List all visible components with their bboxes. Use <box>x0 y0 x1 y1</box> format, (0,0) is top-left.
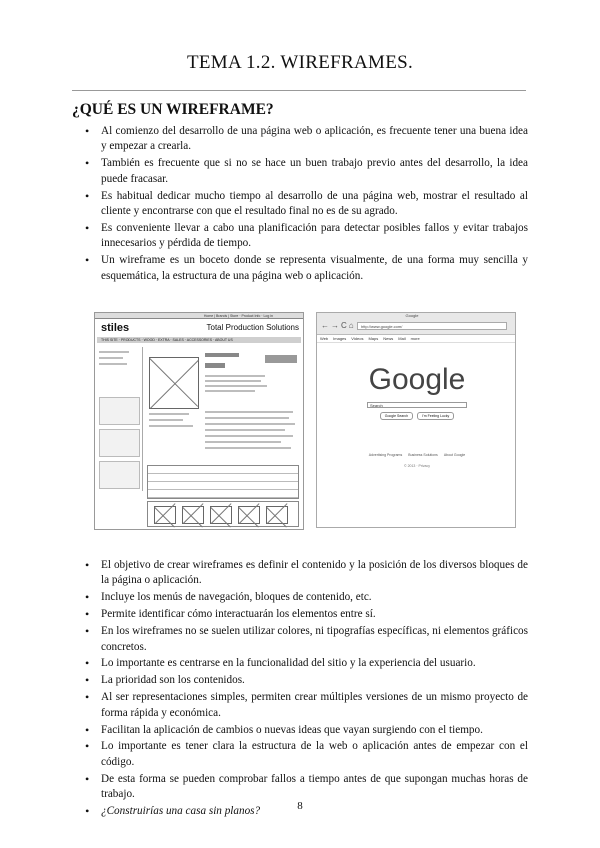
wireframe-sidebar <box>97 347 143 491</box>
bullet-list-intro <box>88 124 528 286</box>
list-item: • El objetivo de crear wireframes es definir el contenido y la posición de los diversos bloques de la página o aplicación. <box>88 558 528 589</box>
list-item: • Al ser representaciones simples, permiten crear múltiples versiones de un mismo proyecto de forma rápida y económica. <box>88 690 528 721</box>
list-item: • De esta forma se pueden comprobar fallos a tiempo antes de que supongan muchas horas de trabajo. <box>88 772 528 803</box>
wireframe-spec-table <box>147 465 299 499</box>
list-item: • Lo importante es tener clara la estructura de la web o aplicación antes de empezar con el código. <box>88 739 528 770</box>
google-browser-example-image <box>316 312 516 528</box>
browser-chrome <box>317 313 515 335</box>
list-item: • Un wireframe es un boceto donde se representa visualmente, de una forma muy sencilla y esquemática, la estructura de una página web o aplicación. <box>88 253 528 284</box>
list-item: • Permite identificar cómo interactuarán los elementos entre sí. <box>88 607 528 622</box>
page-title: TEMA 1.2. WIREFRAMES. <box>186 52 414 73</box>
footer-links: Advertising Programs Business Solutions About Google <box>368 453 466 457</box>
section-heading: ¿QUÉ ES UN WIREFRAME? <box>72 101 274 118</box>
wireframe-top-links: Home | Brands | Store · Product Info · Log in <box>95 313 303 319</box>
title-divider <box>72 90 526 91</box>
wireframe-nav-bar: THIS SITE · PRODUCTS · WOOD · EXTRA · SALES · ACCESSORIES · ABOUT US <box>97 337 301 343</box>
search-input: Search <box>367 402 467 408</box>
list-item: • Es conveniente llevar a cabo una planificación para detectar posibles fallos y evitar trabajos innecesarios y pérdida de tiempo. <box>88 221 528 252</box>
page-number: 8 <box>297 800 303 812</box>
search-buttons: Google Search I'm Feeling Lucky <box>317 412 516 420</box>
browser-tab: Google <box>405 313 419 318</box>
list-item: • Incluye los menús de navegación, bloques de contenido, etc. <box>88 590 528 605</box>
list-item: • Al comienzo del desarrollo de una página web o aplicación, es frecuente tener una buena idea y empezar a crearla. <box>88 124 528 155</box>
image-placeholder <box>149 357 199 409</box>
copyright-text: © 2013 · Privacy <box>404 464 430 468</box>
list-item: • Lo importante es centrarse en la funcionalidad del sitio y la experiencia del usuario. <box>88 656 528 671</box>
list-item: • La prioridad son los contenidos. <box>88 673 528 688</box>
browser-menu-bar: Web Images Videos Maps News Mail more <box>317 335 515 343</box>
list-item: • Es habitual dedicar mucho tiempo al desarrollo de una página web, mostrar el resultado al cliente y encontrarse con que el resultado final no es de su agrado. <box>88 189 528 220</box>
bullet-list-objectives <box>88 558 528 821</box>
address-bar: http://www.google.com/ <box>357 322 507 330</box>
wireframe-brand: stiles <box>101 322 130 334</box>
list-item: • Facilitan la aplicación de cambios o nuevas ideas que vayan surgiendo con el tiempo. <box>88 723 528 738</box>
google-logo: Google <box>368 363 466 396</box>
wireframe-example-image <box>94 312 304 530</box>
list-item: • En los wireframes no se suelen utilizar colores, ni tipografías específicas, ni elementos gráficos concretos. <box>88 624 528 655</box>
browser-nav-icons: ←→C⌂ <box>321 321 356 330</box>
list-item: • También es frecuente que si no se hace un buen trabajo previo antes del desarrollo, la idea puede fracasar. <box>88 156 528 187</box>
wireframe-brand-tagline: Total Production Solutions <box>206 323 299 332</box>
list-item: • ¿Construirías una casa sin planos? <box>88 804 528 819</box>
wireframe-thumbnail-strip <box>147 501 299 527</box>
